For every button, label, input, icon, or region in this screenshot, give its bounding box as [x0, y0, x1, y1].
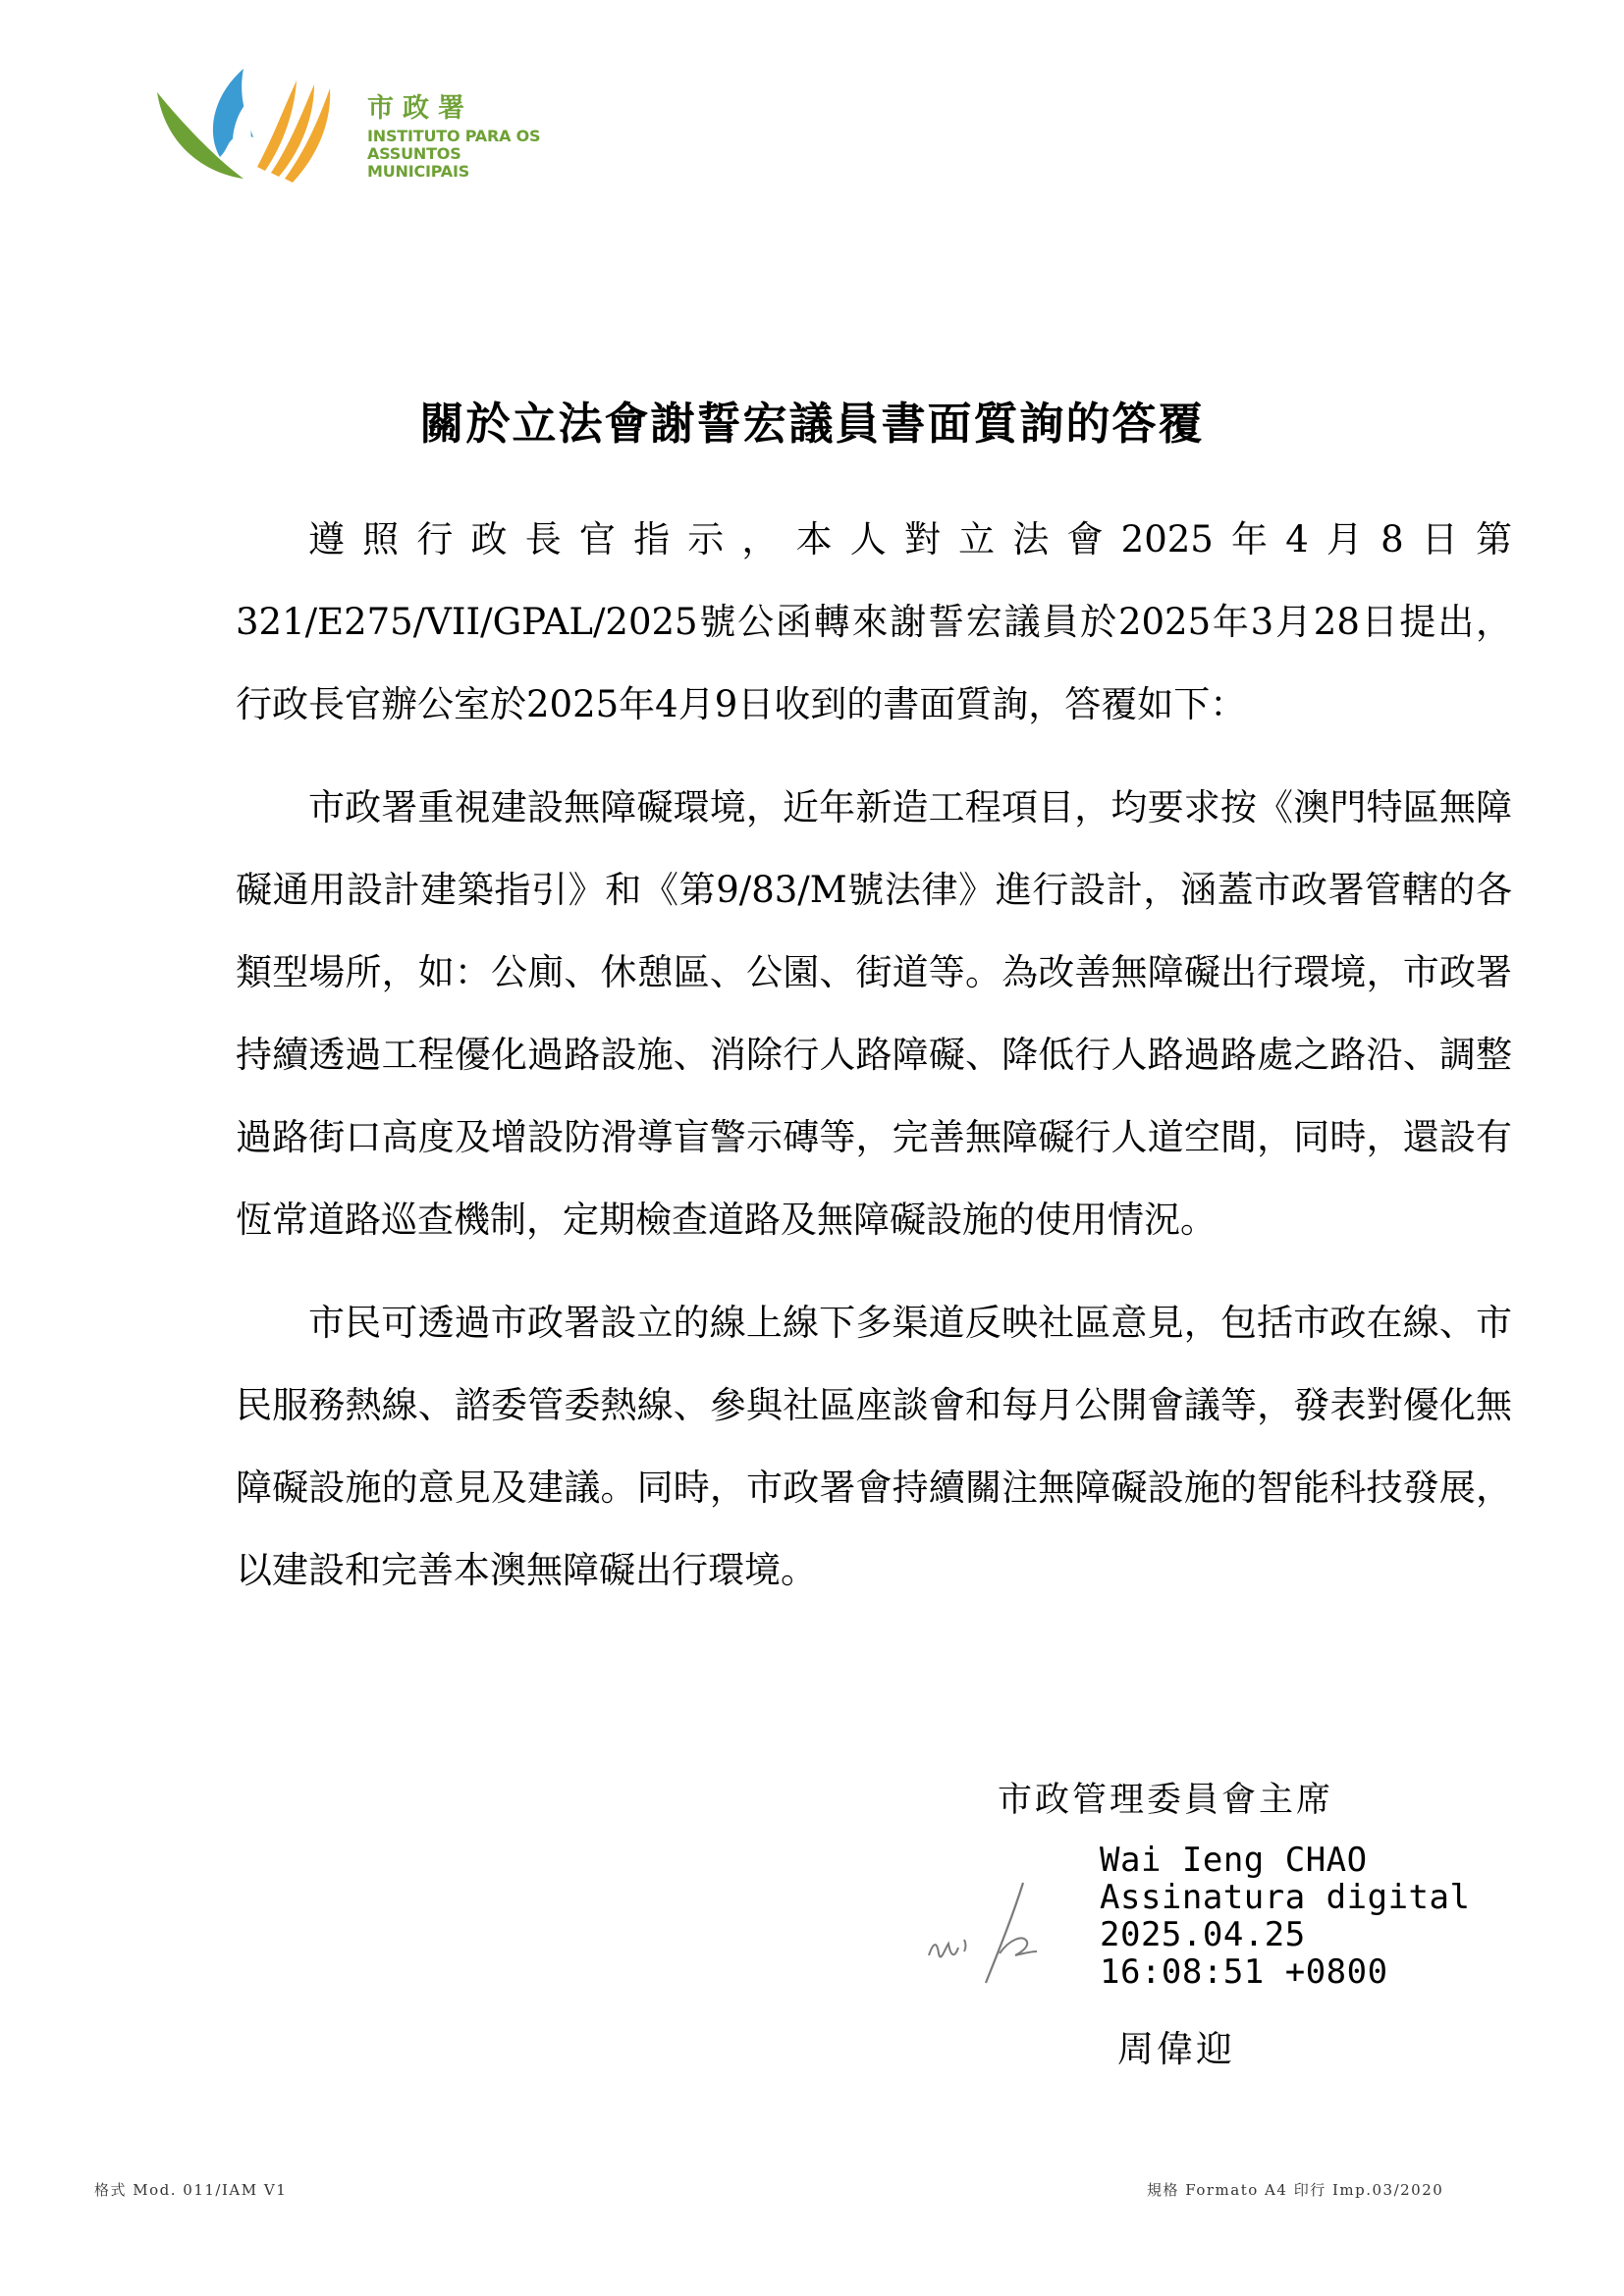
footer-form-code: 格式 Mod. 011/IAM V1: [94, 2181, 288, 2199]
digital-signature-label: Assinatura digital: [1100, 1878, 1471, 1917]
document-title: 關於立法會謝誓宏議員書面質詢的答覆: [419, 398, 1205, 450]
digital-signature-date: 2025.04.25: [1100, 1915, 1306, 1954]
logo-name-portuguese-line2: ASSUNTOS MUNICIPAIS: [367, 144, 470, 181]
handwritten-signature: [921, 1845, 1098, 1993]
logo-name-chinese: 市政署: [367, 93, 473, 124]
paragraph-public-feedback: 市民可透過市政署設立的線上線下多渠道反映社區意見，包括市政在線、市民服務熱線、諮委管委熱線、參與社區座談會和每月公開會議等，發表對優化無障礙設施的意見及建議。同時，市政署會持續關注無障礙設施的智能科技發展，以建設和完善本澳無障礙出行環境。: [236, 1302, 1512, 1591]
signer-name: 周偉迎: [1117, 2028, 1235, 2070]
logo-name-portuguese-line1: INSTITUTO PARA OS: [367, 127, 541, 145]
digital-signature-signer: Wai Ieng CHAO: [1100, 1841, 1368, 1880]
signature-position: [998, 1779, 1333, 1822]
document-body: [236, 499, 1512, 1632]
footer-format-info: 規格 Formato A4 印行 Imp.03/2020: [1147, 2181, 1444, 2199]
digital-signature-stamp: [1100, 1842, 1470, 1991]
iam-logo-icon: [155, 55, 361, 202]
paragraph-accessibility-works: 市政署重視建設無障礙環境，近年新造工程項目，均要求按《澳門特區無障礙通用設計建築指引》和《第9/83/M號法律》進行設計，涵蓋市政署管轄的各類型場所，如：公廁、休憩區、公園、街道等。為改善無障礙出行環境，市政署持續透過工程優化過路設施、消除行人路障礙、降低行人路過路處之路沿、調整過路街口高度及增設防滑導盲警示磚等，完善無障礙行人道空間，同時，還設有恆常道路巡查機制，定期檢查道路及無障礙設施的使用情況。: [236, 786, 1512, 1241]
digital-signature-time: 16:08:51 +0800: [1100, 1952, 1388, 1992]
logo: [155, 55, 548, 202]
signer-position: 市政管理委員會主席: [998, 1781, 1334, 1820]
paragraph-intro: 遵照行政長官指示，本人對立法會2025年4月8日第321/E275/VII/GPAL/2025號公函轉來謝誓宏議員於2025年3月28日提出，行政長官辦公室於2025年4月9日收到的書面質詢，答覆如下：: [236, 518, 1512, 725]
